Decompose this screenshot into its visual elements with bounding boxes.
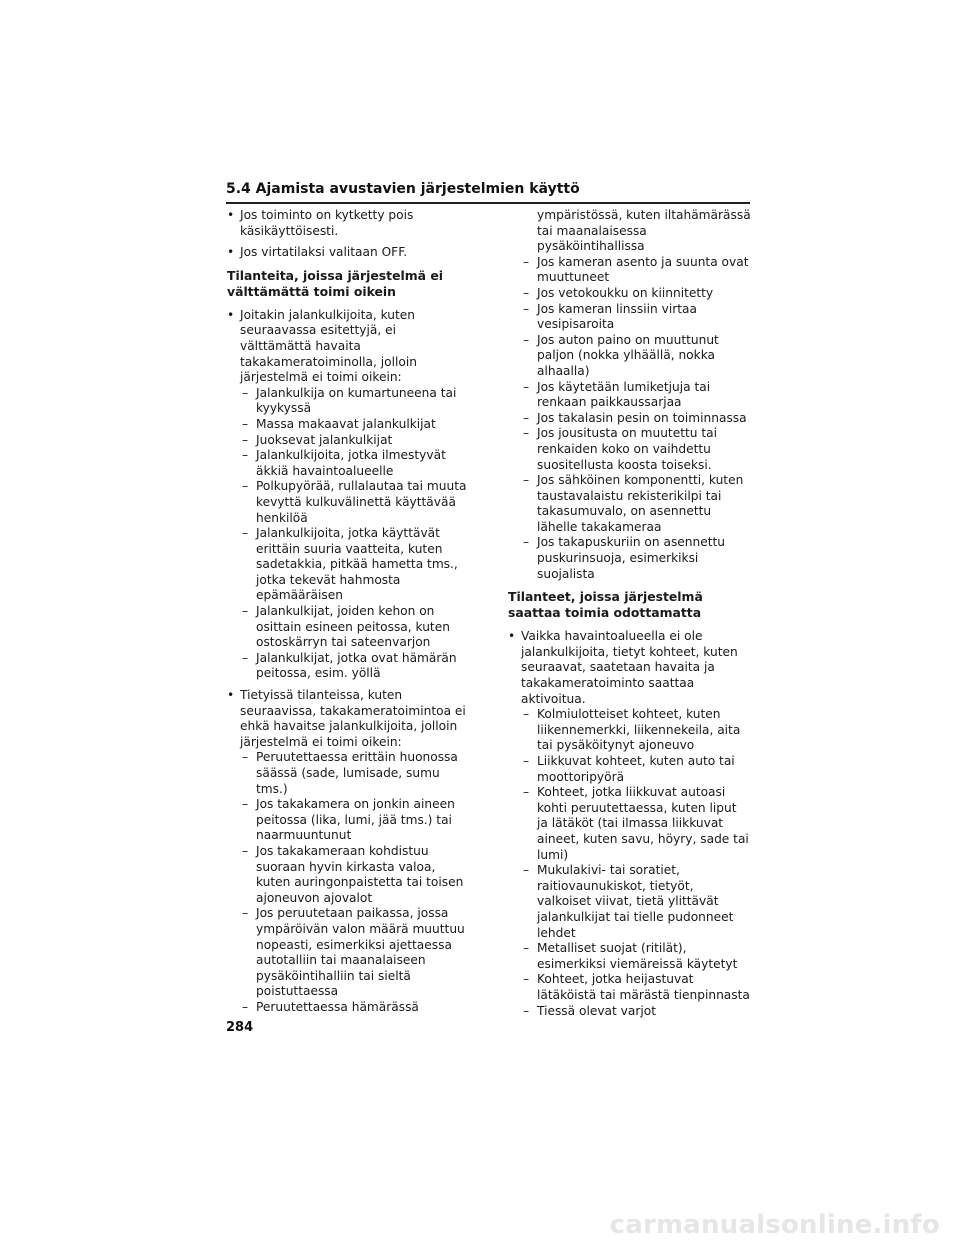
dash-mark: – [523, 426, 530, 441]
bullet-item [508, 629, 751, 707]
sub-text: Jos käytetään lumiketjuja tai renkaan paikkaussarjaa [537, 379, 711, 410]
left-column [227, 208, 467, 1016]
bullet-text: Joitakin jalankulkijoita, kuten seuraavassa esitettyjä, ei välttämättä havaita takakameratoiminolla, jolloin järjestelmä ei toimi oikein: [240, 307, 417, 385]
continued-text: ympäristössä, kuten iltahämärässä tai maanalaisessa pysäköintihallissa [537, 208, 751, 254]
sub-item [510, 863, 751, 941]
dash-mark: – [523, 972, 530, 987]
sub-item [510, 785, 751, 863]
sub-item [229, 604, 467, 651]
dash-mark: – [242, 385, 249, 400]
sub-item [510, 754, 751, 785]
dash-mark: – [523, 941, 530, 956]
bullet-mark: • [227, 688, 235, 703]
sub-item [229, 479, 467, 526]
sub-text: Massa makaavat jalankulkijat [256, 416, 436, 431]
sub-text: Jos kameran linssiin virtaa vesipisaroita [537, 301, 697, 332]
bullet-mark: • [227, 245, 235, 260]
bullet-item [227, 308, 467, 386]
dash-mark: – [523, 863, 530, 878]
page-header [226, 180, 750, 204]
sub-item [510, 941, 751, 972]
sub-item [229, 417, 467, 433]
sub-text: Jos takakameraan kohdistuu suoraan hyvin kirkasta valoa, kuten auringonpaistetta tai toisen ajoneuvon ajovalot [256, 843, 464, 905]
sub-text: Jalankulkijat, joiden kehon on osittain esineen peitossa, kuten ostoskärryn tai sateenvarjon [256, 604, 450, 650]
dash-mark: – [242, 448, 249, 463]
sub-item [510, 1004, 751, 1020]
dash-mark: – [523, 254, 530, 269]
sub-item [510, 426, 751, 473]
sub-text: Metalliset suojat (ritilät), esimerkiksi viemäreissä käytetyt [537, 941, 738, 971]
sub-item [510, 380, 751, 411]
sub-list [227, 386, 467, 682]
dash-mark: – [523, 707, 530, 722]
page-number: 284 [226, 1020, 254, 1035]
dash-mark: – [523, 473, 530, 488]
bullet-item [227, 208, 467, 239]
sub-text: Kolmiulotteiset kohteet, kuten liikennemerkki, liikennekeila, aita tai pysäköitynyt ajoneuvo [537, 707, 741, 753]
sub-item [229, 844, 467, 906]
dash-mark: – [242, 650, 249, 665]
sub-text: Jos takakamera on jonkin aineen peitossa (lika, lumi, jää tms.) tai naarmuuntunut [256, 797, 455, 843]
dash-mark: – [242, 843, 249, 858]
watermark-logo: carmanualsonline.info [609, 1210, 940, 1240]
bullet-mark: • [227, 208, 235, 222]
sub-text: Jos takapuskuriin on asennettu puskurinsuoja, esimerkiksi suojalista [537, 535, 726, 581]
dash-mark: – [242, 526, 249, 541]
sub-text: Kohteet, jotka liikkuvat autoasi kohti peruutettaessa, kuten liput ja lätäköt (tai ilmassa liikkuvat aineet, kuten savu, höyry, sade tai lumi) [537, 785, 749, 862]
sub-text: Peruutettaessa erittäin huonossa säässä (sade, lumisade, sumu tms.) [256, 750, 458, 796]
heading-not-working: Tilanteita, joissa järjestelmä ei välttämättä toimi oikein [227, 267, 443, 299]
dash-mark: – [523, 785, 530, 800]
dash-mark: – [242, 479, 249, 494]
sub-item [229, 906, 467, 1000]
bullet-text: Jos virtatilaksi valitaan OFF. [240, 245, 408, 260]
sub-item [229, 750, 467, 797]
dash-mark: – [242, 906, 249, 921]
sub-text: Mukulakivi- tai soratiet, raitiovaunukiskot, tietyöt, valkoiset viivat, tietä ylittävät jalankulkijat tai tielle pudonneet lehdet [537, 863, 734, 940]
sub-text: Jos jousitusta on muutettu tai renkaiden koko on vaihdettu suositellusta koosta toiseksi. [537, 426, 717, 472]
dash-mark: – [242, 432, 249, 447]
sub-text: Jos peruutetaan paikassa, jossa ympäröivän valon määrä muuttuu nopeasti, esimerkiksi ajettaessa autotalliin tai maanalaiseen pysäköintihalliin tai sieltä poistuttaessa [256, 906, 465, 999]
sub-text: Juoksevat jalankulkijat [256, 432, 393, 447]
sub-item [229, 386, 467, 417]
dash-mark: – [242, 416, 249, 431]
sub-item [510, 972, 751, 1003]
dash-mark: – [242, 999, 249, 1014]
bullet-item [227, 245, 467, 261]
sub-text: Tiessä olevat varjot [537, 1003, 656, 1018]
dash-mark: – [523, 1003, 530, 1018]
dash-mark: – [523, 535, 530, 550]
sub-list [508, 707, 751, 1019]
sub-item [229, 797, 467, 844]
sub-text: Jos takalasin pesin on toiminnassa [537, 410, 747, 425]
dash-mark: – [523, 332, 530, 347]
sub-text: Jos vetokoukku on kiinnitetty [537, 285, 714, 300]
bullet-mark: • [227, 307, 235, 322]
sub-text: Jos kameran asento ja suunta ovat muuttuneet [537, 254, 749, 285]
dash-mark: – [523, 754, 530, 768]
sub-text: Peruutettaessa hämärässä [256, 999, 419, 1014]
right-column [508, 208, 751, 1019]
dash-mark: – [523, 285, 530, 300]
sub-item [510, 473, 751, 535]
sub-item [229, 433, 467, 449]
sub-text: Jalankulkija on kumartuneena tai kyykyssä [256, 385, 457, 416]
sub-text: Jalankulkijoita, jotka ilmestyvät äkkiä havaintoalueelle [256, 448, 446, 478]
sub-text: Jos auton paino on muuttunut paljon (nokka ylhäällä, nokka alhaalla) [537, 332, 719, 378]
dash-mark: – [242, 750, 249, 765]
sub-list [227, 750, 467, 1015]
sub-item [229, 1000, 467, 1016]
sub-item [510, 411, 751, 427]
sub-item [510, 302, 751, 333]
sub-item [229, 448, 467, 479]
sub-text: Jalankulkijoita, jotka käyttävät erittäin suuria vaatteita, kuten sadetakkia, pitkää hametta tms., jotka tekevät hahmosta epämääräisen [256, 526, 458, 603]
dash-mark: – [242, 604, 249, 619]
header-rule [226, 202, 750, 204]
sub-text: Jalankulkijat, jotka ovat hämärän peitossa, esim. yöllä [256, 650, 457, 681]
bullet-text: Tietyissä tilanteissa, kuten seuraavissa, takakameratoimintoa ei ehkä havaitse jalankulkijoita, jolloin järjestelmä ei toimi oikein: [240, 688, 466, 749]
sub-item [510, 286, 751, 302]
sub-item [510, 333, 751, 380]
sub-list [508, 255, 751, 582]
sub-item [229, 526, 467, 604]
bullet-item [227, 688, 467, 750]
sub-item [510, 707, 751, 754]
bullet-mark: • [508, 629, 516, 644]
sub-item [510, 535, 751, 582]
sub-text: Kohteet, jotka heijastuvat lätäköistä tai märästä tienpinnasta [537, 972, 750, 1002]
bullet-text: Jos toiminto on kytketty pois käsikäyttöisesti. [240, 208, 414, 238]
sub-item [510, 255, 751, 286]
dash-mark: – [523, 301, 530, 316]
sub-text: Jos sähköinen komponentti, kuten taustavalaistu rekisterikilpi tai takasumuvalo, on asennettu lähelle takakameraa [537, 473, 744, 534]
sub-item [229, 651, 467, 682]
dash-mark: – [242, 797, 249, 812]
bullet-text: Vaikka havaintoalueella ei ole jalankulkijoita, tietyt kohteet, kuten seuraavat, saatetaan havaita ja takakameratoiminto saattaa aktivoitua. [521, 629, 738, 706]
dash-mark: – [523, 410, 530, 425]
sub-text: Polkupyörää, rullalautaa tai muuta kevyttä kulkuvälinettä käyttävää henkilöä [256, 479, 467, 525]
section-title: 5.4 Ajamista avustavien järjestelmien käyttö [226, 181, 580, 197]
dash-mark: – [523, 379, 530, 394]
sub-text: Liikkuvat kohteet, kuten auto tai moottoripyörä [537, 754, 735, 784]
heading-unexpected: Tilanteet, joissa järjestelmä saattaa toimia odottamatta [508, 589, 703, 621]
